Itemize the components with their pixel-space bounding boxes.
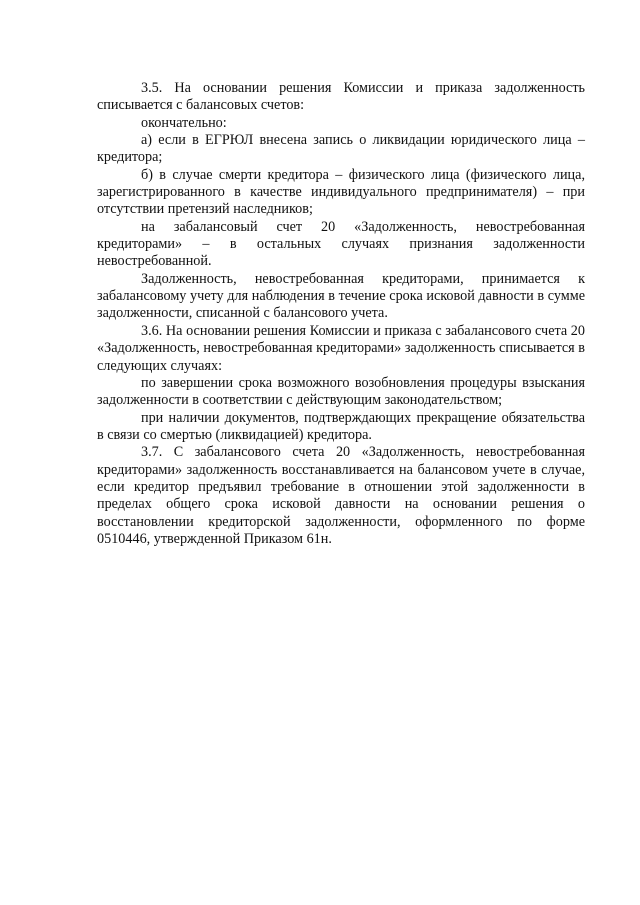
paragraph-recovery-term: по завершении срока возможного возобновления процедуры взыскания задолженности в соответствии с действующим законодательством; [97,374,585,409]
paragraph-3-5: 3.5. На основании решения Комиссии и приказа задолженность списывается с балансовых счетов: [97,80,585,114]
paragraph-item-a: а) если в ЕГРЮЛ внесена запись о ликвидации юридического лица – кредитора; [97,132,585,166]
paragraph-off-balance: на забалансовый счет 20 «Задолженность, невостребованная кредиторами» – в остальных случаях признания задолженности невостребованной. [97,218,585,270]
paragraph-3-7: 3.7. С забалансового счета 20 «Задолженность, невостребованная кредиторами» задолженность восстанавливается на балансовом учете в случае, если кредитор предъявил требование в отношении этой задолженности в пределах общего срока исковой давности на основании решения о восстановлении кредиторской задолженности, оформленного по форме 0510446, утвержденной Приказом 61н. [97,444,585,547]
paragraph-documents: при наличии документов, подтверждающих прекращение обязательства в связи со смертью (ликвидацией) кредитора. [97,409,585,443]
paragraph-unclaimed-debt: Задолженность, невостребованная кредиторами, принимается к забалансовому учету для наблюдения в течение срока исковой давности в сумме задолженности, списанной с балансового учета. [97,270,585,322]
paragraph-item-b: б) в случае смерти кредитора – физического лица (физического лица, зарегистрированного в качестве индивидуального предпринимателя) – при отсутствии претензий наследников; [97,166,585,218]
document-body [97,80,585,548]
paragraph-finally: окончательно: [141,114,227,131]
paragraph-3-6: 3.6. На основании решения Комиссии и приказа с забалансового счета 20 «Задолженность, невостребованная кредиторами» задолженность списывается в следующих случаях: [97,322,585,374]
